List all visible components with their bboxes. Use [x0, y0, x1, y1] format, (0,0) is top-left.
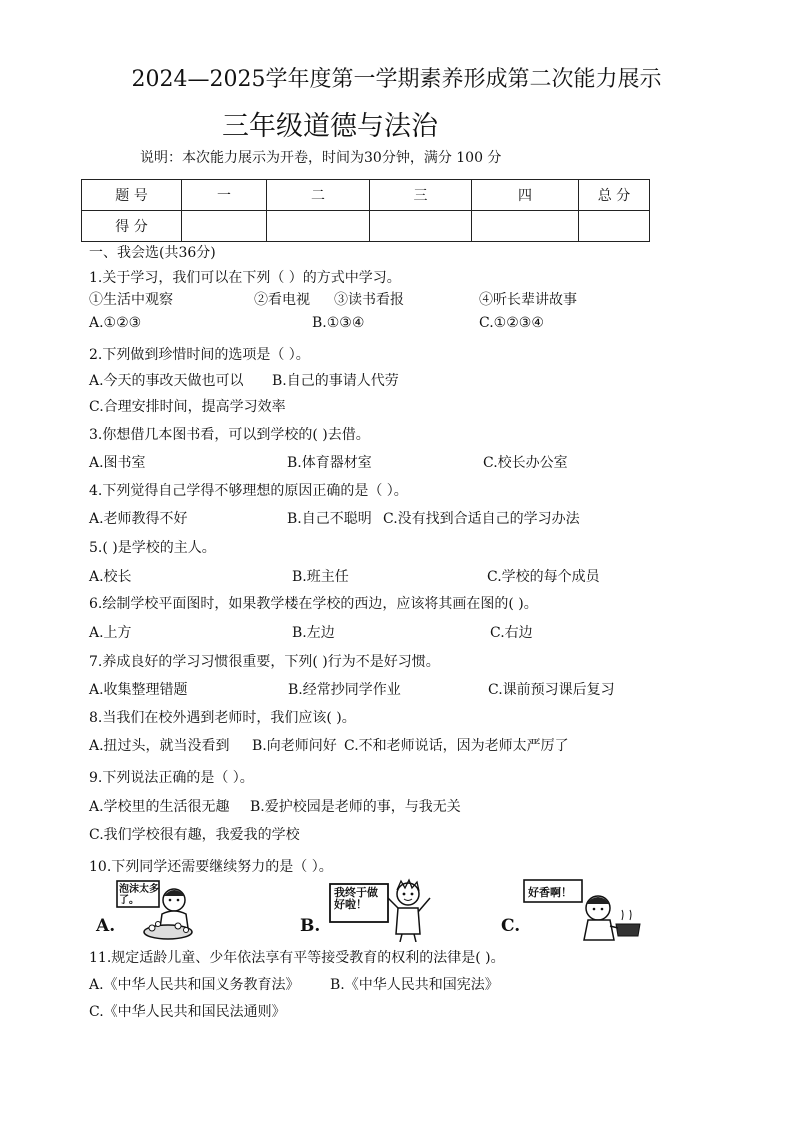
q3-option-a[interactable]: A.图书室 — [89, 455, 146, 471]
q6-option-b[interactable]: B.左边 — [292, 625, 335, 641]
score-row-label: 得 分 — [82, 211, 182, 242]
q5-option-c[interactable]: C.学校的每个成员 — [487, 569, 600, 585]
q3-option-c[interactable]: C.校长办公室 — [483, 455, 568, 471]
q1-item: ②看电视 — [254, 292, 310, 308]
exam-instructions: 说明：本次能力展示为开卷，时间为30分钟，满分 100 分 — [140, 150, 502, 166]
q1-item: ④听长辈讲故事 — [479, 292, 577, 308]
question-4: 4.下列觉得自己学得不够理想的原因正确的是（ ）。 — [89, 483, 408, 499]
score-cell[interactable] — [370, 211, 472, 242]
q4-option-b[interactable]: B.自己不聪明 — [287, 511, 372, 527]
q3-option-b[interactable]: B.体育器材室 — [287, 455, 372, 471]
score-header-cell: 一 — [182, 180, 267, 211]
q10-picture-a-label[interactable]: A. — [96, 916, 116, 936]
score-table-header-row — [82, 180, 650, 211]
q10-picture-c-sign: 好香啊！ — [528, 886, 572, 899]
score-table-score-row — [82, 211, 650, 242]
q9-option-c[interactable]: C.我们学校很有趣，我爱我的学校 — [89, 827, 300, 843]
score-cell[interactable] — [182, 211, 267, 242]
score-header-cell: 总 分 — [579, 180, 650, 211]
q10-picture-a-sign: 泡沫太多了。 — [119, 884, 159, 906]
section-heading: 一、我会选(共36分) — [89, 245, 216, 261]
question-10: 10.下列同学还需要继续努力的是（ ）。 — [89, 859, 333, 875]
score-header-cell: 三 — [370, 180, 472, 211]
q5-option-a[interactable]: A.校长 — [89, 569, 132, 585]
q2-option-b[interactable]: B.自己的事请人代劳 — [272, 373, 399, 389]
question-7: 7.养成良好的学习习惯很重要，下列( )行为不是好习惯。 — [89, 654, 440, 670]
score-header-cell: 二 — [267, 180, 370, 211]
q1-option-a[interactable]: A.①②③ — [89, 315, 142, 331]
q8-option-b[interactable]: B.向老师问好 — [252, 738, 337, 754]
exam-title: 2024—2025学年度第一学期素养形成第二次能力展示 — [131, 67, 662, 92]
question-2: 2.下列做到珍惜时间的选项是（ ）。 — [89, 347, 310, 363]
q8-option-c[interactable]: C.不和老师说话，因为老师太严厉了 — [344, 738, 569, 754]
score-table — [81, 179, 650, 242]
question-6: 6.绘制学校平面图时，如果教学楼在学校的西边，应该将其画在图的( )。 — [89, 596, 538, 612]
q7-option-a[interactable]: A.收集整理错题 — [89, 682, 188, 698]
q6-option-c[interactable]: C.右边 — [490, 625, 533, 641]
q4-option-c[interactable]: C.没有找到合适自己的学习办法 — [383, 511, 580, 527]
q7-option-b[interactable]: B.经常抄同学作业 — [288, 682, 401, 698]
q1-option-b[interactable]: B.①③④ — [312, 315, 365, 331]
question-3: 3.你想借几本图书看，可以到学校的( )去借。 — [89, 427, 370, 443]
score-cell[interactable] — [579, 211, 650, 242]
score-header-cell: 四 — [472, 180, 579, 211]
q5-option-b[interactable]: B.班主任 — [292, 569, 349, 585]
question-9: 9.下列说法正确的是（ ）。 — [89, 770, 254, 786]
q1-option-c[interactable]: C.①②③④ — [479, 315, 544, 331]
question-1: 1.关于学习，我们可以在下列（ ）的方式中学习。 — [89, 270, 401, 286]
q1-item: ①生活中观察 — [89, 292, 173, 308]
q2-option-c[interactable]: C.合理安排时间，提高学习效率 — [89, 399, 286, 415]
q7-option-c[interactable]: C.课前预习课后复习 — [488, 682, 615, 698]
q1-item: ③读书看报 — [334, 292, 404, 308]
score-header-cell: 题 号 — [82, 180, 182, 211]
q11-option-a[interactable]: A.《中华人民共和国义务教育法》 — [89, 977, 300, 993]
q10-picture-c-label[interactable]: C. — [501, 916, 521, 936]
question-11: 11.规定适龄儿童、少年依法享有平等接受教育的权利的法律是( )。 — [89, 950, 505, 966]
q6-option-a[interactable]: A.上方 — [89, 625, 132, 641]
score-cell[interactable] — [267, 211, 370, 242]
q10-picture-b-label[interactable]: B. — [300, 916, 321, 936]
question-5: 5.( )是学校的主人。 — [89, 540, 216, 556]
q11-option-b[interactable]: B.《中华人民共和国宪法》 — [330, 977, 499, 993]
q9-option-a[interactable]: A.学校里的生活很无趣 — [89, 799, 230, 815]
q10-picture-b-sign: 我终于做好啦！ — [334, 886, 378, 911]
q8-option-a[interactable]: A.扭过头，就当没看到 — [89, 738, 230, 754]
q11-option-c[interactable]: C.《中华人民共和国民法通则》 — [89, 1004, 286, 1020]
q4-option-a[interactable]: A.老师教得不好 — [89, 511, 188, 527]
score-cell[interactable] — [472, 211, 579, 242]
question-8: 8.当我们在校外遇到老师时，我们应该( )。 — [89, 710, 356, 726]
q2-option-a[interactable]: A.今天的事改天做也可以 — [89, 373, 244, 389]
q9-option-b[interactable]: B.爱护校园是老师的事，与我无关 — [250, 799, 461, 815]
exam-subject: 三年级道德与法治 — [222, 111, 438, 142]
